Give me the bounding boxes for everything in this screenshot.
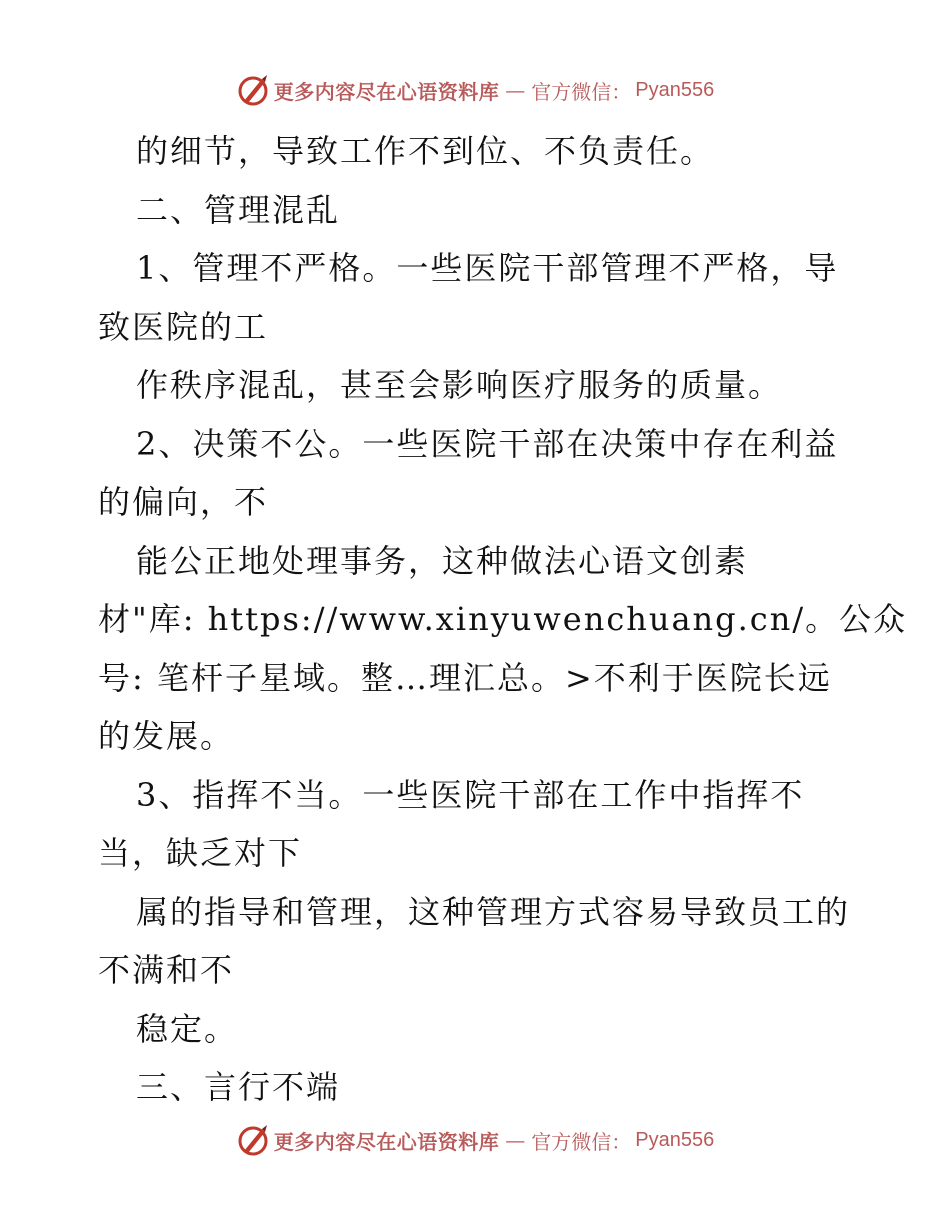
quill-pen-logo-icon (236, 73, 270, 107)
text-line: 稳定。 (136, 1009, 239, 1048)
text-line: 不满和不 (98, 951, 235, 989)
quill-pen-logo-icon (236, 1123, 270, 1157)
banner-title: 更多内容尽在心语资料库 (273, 79, 500, 104)
text-line: 3、指挥不当。一些医院干部在工作中指挥不 (136, 775, 805, 814)
banner-separator: — (505, 1128, 526, 1152)
banner-wechat-id: Pyan556 (635, 1128, 715, 1151)
text-line: 号: 笔杆子星域。整…理汇总。>不利于医院长远 (98, 658, 832, 697)
text-line: 作秩序混乱，甚至会影响医疗服务的质量。 (136, 366, 783, 404)
header-banner (0, 70, 950, 110)
text-line: 材"库: https://www.xinyuwenchuang.cn/。公众 (98, 600, 908, 638)
banner-title: 更多内容尽在心语资料库 (273, 1129, 500, 1154)
text-line: 的偏向，不 (98, 483, 269, 521)
footer-banner (0, 1120, 950, 1160)
banner-separator: — (505, 78, 526, 102)
text-line: 的发展。 (98, 717, 235, 755)
banner-wechat-id: Pyan556 (635, 78, 715, 101)
text-line: 1、管理不严格。一些医院干部管理不严格，导 (136, 249, 839, 287)
text-line: 2、决策不公。一些医院干部在决策中存在利益 (136, 424, 839, 463)
document-body (98, 122, 908, 1117)
banner-wechat-label: 官方微信： (531, 1129, 632, 1154)
text-line: 致医院的工 (98, 307, 269, 346)
section-heading: 二、管理混乱 (136, 190, 341, 229)
text-line: 属的指导和管理，这种管理方式容易导致员工的 (136, 892, 851, 931)
text-line: 的细节，导致工作不到位、不负责任。 (136, 132, 715, 170)
section-heading: 三、言行不端 (136, 1068, 341, 1106)
text-line: 当，缺乏对下 (98, 834, 303, 872)
banner-wechat-label: 官方微信： (531, 79, 632, 104)
text-line: 能公正地处理事务，这种做法心语文创素 (136, 541, 749, 580)
